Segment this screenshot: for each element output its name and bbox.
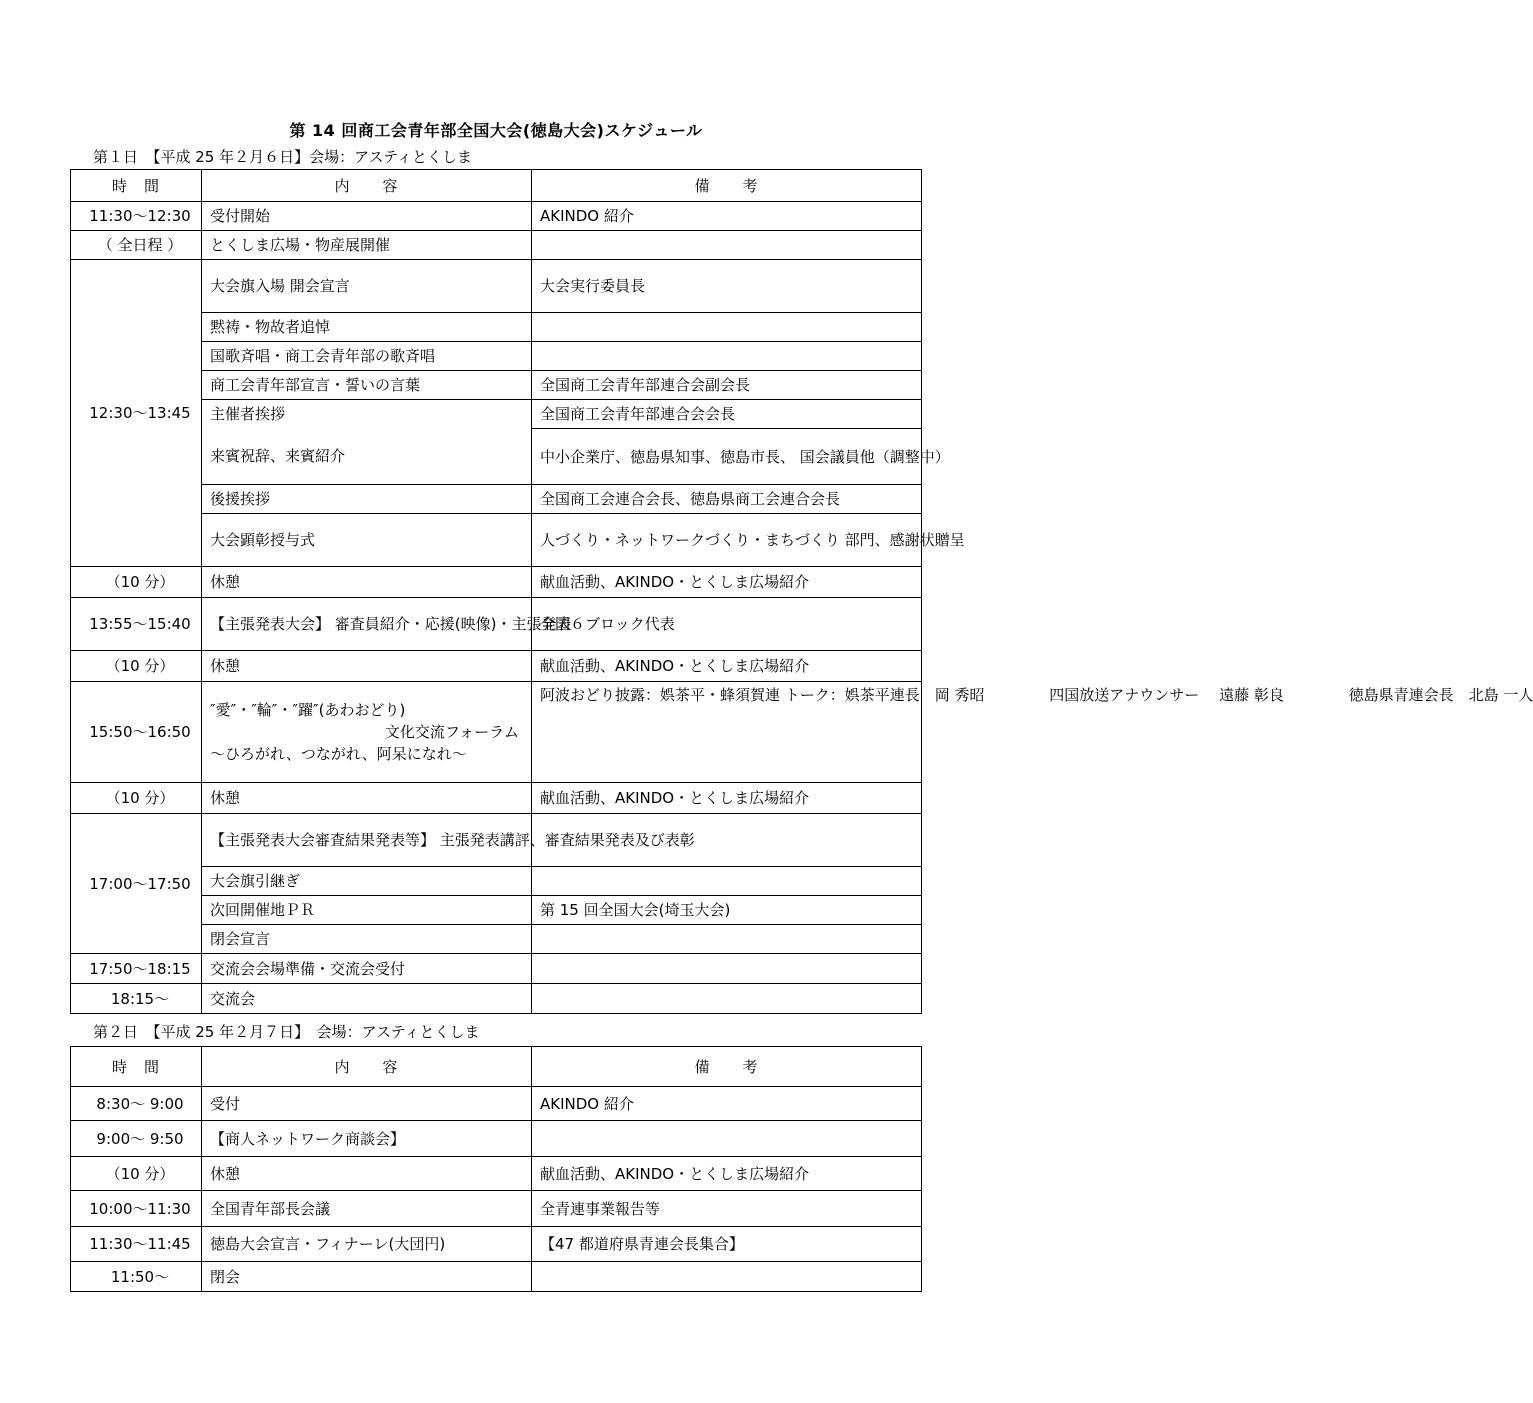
content-cell: 黙祷・物故者追悼 <box>202 313 532 342</box>
time-cell: 18:15～ <box>71 984 202 1014</box>
table-header-row <box>71 1047 922 1087</box>
table-row <box>71 1227 922 1262</box>
time-cell: 11:50～ <box>71 1262 202 1292</box>
header-time: 時 間 <box>71 1047 202 1087</box>
table-row <box>71 260 922 313</box>
content-cell: 国歌斉唱・商工会青年部の歌斉唱 <box>202 342 532 371</box>
content-cell: 商工会青年部宣言・誓いの言葉 <box>202 371 532 400</box>
day2-schedule-table <box>70 1046 922 1292</box>
header-content: 内 容 <box>202 170 532 202</box>
day1-schedule-table <box>70 169 1533 1014</box>
forum-subtitle-line: 文化交流フォーラム <box>384 723 519 741</box>
table-row <box>71 954 922 984</box>
remarks-cell <box>532 954 922 984</box>
document-title: 第 14 回商工会青年部全国大会(徳島大会)スケジュール <box>289 121 703 140</box>
remarks-cell <box>532 342 922 371</box>
content-cell: 閉会 <box>202 1262 532 1292</box>
forum-slogan-line: ～ひろがれ、つながれ、阿呆になれ～ <box>210 745 467 763</box>
table-header-row <box>71 170 922 202</box>
table-row <box>71 202 922 231</box>
time-cell: （ 全日程 ） <box>71 231 202 260</box>
time-cell: 17:50～18:15 <box>71 954 202 984</box>
remarks-cell <box>532 1121 922 1157</box>
remarks-cell: 献血活動、AKINDO・とくしま広場紹介 <box>532 1157 922 1191</box>
table-row <box>71 1121 922 1157</box>
content-cell: とくしま広場・物産展開催 <box>202 231 532 260</box>
remarks-cell: 献血活動、AKINDO・とくしま広場紹介 <box>532 567 922 598</box>
content-cell: 徳島大会宣言・フィナーレ(大団円) <box>202 1227 532 1262</box>
content-cell: 後援挨拶 <box>202 485 532 514</box>
content-cell: 交流会会場準備・交流会受付 <box>202 954 532 984</box>
remarks-cell: 全青連事業報告等 <box>532 1191 922 1227</box>
remarks-cell: 全国商工会青年部連合会副会長 <box>532 371 922 400</box>
content-cell: 全国青年部長会議 <box>202 1191 532 1227</box>
table-row <box>71 682 922 783</box>
content-cell: 休憩 <box>202 1157 532 1191</box>
remarks-cell <box>532 231 922 260</box>
table-row <box>71 984 922 1014</box>
content-cell: 次回開催地ＰＲ <box>202 896 532 925</box>
table-row <box>71 567 922 598</box>
time-cell: 9:00～ 9:50 <box>71 1121 202 1157</box>
table-row <box>71 814 922 867</box>
remarks-cell: AKINDO 紹介 <box>532 202 922 231</box>
day1-header: 第１日 【平成 25 年２月６日】会場：アスティとくしま <box>93 148 473 166</box>
table-row <box>71 651 922 682</box>
table-row <box>71 1087 922 1121</box>
remarks-cell: 中小企業庁、徳島県知事、徳島市長、 国会議員他（調整中） <box>532 429 922 485</box>
remarks-cell: AKINDO 紹介 <box>532 1087 922 1121</box>
day2-header: 第２日 【平成 25 年２月７日】 会場：アスティとくしま <box>93 1023 480 1041</box>
header-time: 時 間 <box>71 170 202 202</box>
table-row <box>71 1191 922 1227</box>
remarks-cell <box>532 984 922 1014</box>
remarks-cell: 献血活動、AKINDO・とくしま広場紹介 <box>532 783 922 814</box>
time-cell: （10 分） <box>71 651 202 682</box>
header-content: 内 容 <box>202 1047 532 1087</box>
remarks-cell <box>532 1262 922 1292</box>
content-cell: 大会旗入場 開会宣言 <box>202 260 532 313</box>
remarks-cell: 全国６ブロック代表 <box>532 598 922 651</box>
remarks-cell: 献血活動、AKINDO・とくしま広場紹介 <box>532 651 922 682</box>
time-cell: 8:30～ 9:00 <box>71 1087 202 1121</box>
header-remarks: 備 考 <box>532 1047 922 1087</box>
content-cell: 交流会 <box>202 984 532 1014</box>
table-row <box>71 231 922 260</box>
remarks-cell: 阿波おどり披露：娯茶平・蜂須賀連 トーク：娯茶平連長 岡 秀昭 四国放送アナウンサー 遠藤 彰良 徳島県青連会長 北島 一人 <box>532 682 922 783</box>
content-cell: 受付開始 <box>202 202 532 231</box>
content-cell: 受付 <box>202 1087 532 1121</box>
remarks-cell: 全国商工会青年部連合会会長 <box>532 400 922 429</box>
content-cell: 休憩 <box>202 783 532 814</box>
content-cell: 主催者挨拶 <box>202 400 532 429</box>
content-cell: 休憩 <box>202 567 532 598</box>
time-cell: 10:00～11:30 <box>71 1191 202 1227</box>
remarks-cell <box>532 313 922 342</box>
content-cell: 【主張発表大会】 審査員紹介・応援(映像)・主張発表 <box>202 598 532 651</box>
remarks-cell <box>532 925 922 954</box>
remarks-cell <box>532 867 922 896</box>
table-row <box>71 1157 922 1191</box>
remarks-cell: 【47 都道府県青連会長集合】 <box>532 1227 922 1262</box>
remarks-cell: 人づくり・ネットワークづくり・まちづくり 部門、感謝状贈呈 <box>532 514 922 567</box>
time-cell: 12:30～13:45 <box>71 260 202 567</box>
time-cell: 15:50～16:50 <box>71 682 202 783</box>
remarks-cell: 第 15 回全国大会(埼玉大会) <box>532 896 922 925</box>
content-cell: 【商人ネットワーク商談会】 <box>202 1121 532 1157</box>
content-cell: 休憩 <box>202 651 532 682</box>
content-cell: 【主張発表大会審査結果発表等】 主張発表講評、審査結果発表及び表彰 <box>202 814 532 867</box>
time-cell: （10 分） <box>71 567 202 598</box>
forum-title-line: ″愛″・″輪″・″躍″(あわおどり) <box>210 701 406 719</box>
table-row <box>71 783 922 814</box>
time-cell: 11:30～11:45 <box>71 1227 202 1262</box>
time-cell: （10 分） <box>71 783 202 814</box>
table-row <box>71 1262 922 1292</box>
content-cell: 閉会宣言 <box>202 925 532 954</box>
remarks-cell: 大会実行委員長 <box>532 260 922 313</box>
time-cell: 17:00～17:50 <box>71 814 202 954</box>
time-cell: 11:30～12:30 <box>71 202 202 231</box>
content-cell: 大会顕彰授与式 <box>202 514 532 567</box>
table-row <box>71 598 922 651</box>
time-cell: （10 分） <box>71 1157 202 1191</box>
header-remarks: 備 考 <box>532 170 922 202</box>
content-cell: 大会旗引継ぎ <box>202 867 532 896</box>
content-cell <box>202 682 532 783</box>
time-cell: 13:55～15:40 <box>71 598 202 651</box>
remarks-cell: 全国商工会連合会長、徳島県商工会連合会長 <box>532 485 922 514</box>
content-cell: 来賓祝辞、来賓紹介 <box>202 429 532 485</box>
